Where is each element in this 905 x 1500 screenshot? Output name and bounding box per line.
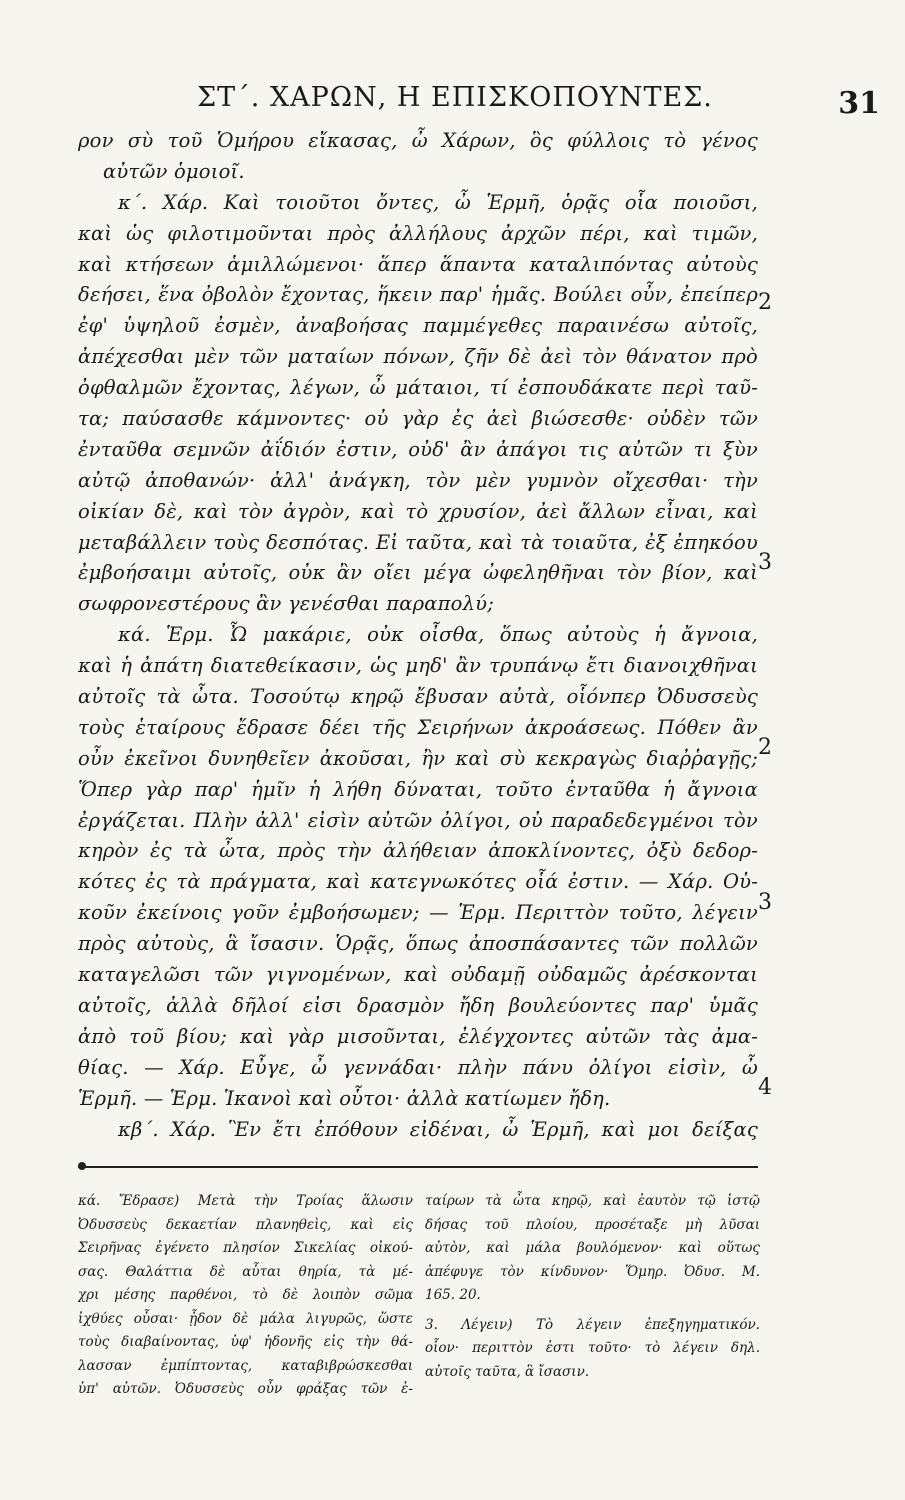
text-line: κηρὸν ἐς τὰ ὦτα, πρὸς τὴν ἀλήθειαν ἀποκλίνοντες, ὀξὺ δεδορ- <box>78 839 758 863</box>
text-line: θίας. — Χάρ. Εὖγε, ὦ γεννάδαι· πλὴν πάνυ ὀλίγοι εἰσὶν, ὦ <box>78 1055 758 1079</box>
running-title: ΣΤ΄. ΧΑΡΩΝ, Η ΕΠΙΣΚΟΠΟΥΝΤΕΣ. <box>197 82 713 113</box>
footnote-line: ἀπέφυγε τὸν κίνδυνον· Ὅμηρ. Ὀδυσ. Μ. <box>425 1263 760 1280</box>
running-head <box>60 78 880 121</box>
text-line: Ἑρμῆ. — Ἑρμ. Ἱκανοὶ καὶ οὗτοι· ἀλλὰ κατίωμεν ἤδη. <box>78 1086 611 1110</box>
text-line: οὖν ἐκεῖνοι δυνηθεῖεν ἀκοῦσαι, ἢν καὶ σὺ κεκραγὼς διαῤῥαγῇς; <box>78 746 758 770</box>
footnote-line: ταίρων τὰ ὦτα κηρῷ, καὶ ἑαυτὸν τῷ ἱστῷ <box>425 1193 760 1209</box>
footnote-line: ἰχθύες οὖσαι· ᾖδον δὲ μάλα λιγυρῶς, ὥστε <box>78 1310 413 1327</box>
text-line: ὀφθαλμῶν ἔχοντας, λέγων, ὦ μάταιοι, τί ἐσπουδάκατε περὶ ταῦ- <box>78 376 758 400</box>
footnote-line: Σειρῆνας ἐγένετο πλησίον Σικελίας οἰκού- <box>78 1240 413 1256</box>
footnote-line: 3. Λέγειν) Τὸ λέγειν ἐπεξηγηματικόν. <box>425 1316 760 1333</box>
margin-number: 3 <box>758 890 772 915</box>
text-line: τα; παύσασθε κάμνοντες· οὐ γὰρ ἐς ἀεὶ βιώσεσθε· οὐδὲν τῶν <box>78 407 758 431</box>
main-text <box>78 126 758 1145</box>
text-line: καὶ ἡ ἀπάτη διατεθείκασιν, ὡς μηδ' ἂν τρυπάνῳ ἔτι διανοιχθῆναι <box>78 654 758 678</box>
text-line: Ὅπερ γὰρ παρ' ἡμῖν ἡ λήθη δύναται, τοῦτο ἐνταῦθα ἡ ἄγνοια <box>78 777 758 801</box>
footnote-line: οἷον· περιττὸν ἐστι τοῦτο· τὸ λέγειν δηλ. <box>425 1340 760 1356</box>
footnote-column-left <box>78 1190 413 1402</box>
text-line: ἐμβοήσαιμι αὐτοῖς, οὐκ ἂν οἴει μέγα ὠφεληθῆναι τὸν βίον, καὶ <box>78 561 758 585</box>
page-number: 31 <box>838 86 880 121</box>
text-line: αὐτῷ ἀποθανών· ἀλλ' ἀνάγκη, τὸν μὲν γυμνὸν οἴχεσθαι· τὴν <box>78 468 758 492</box>
footnote-line: χρι μέσης παρθένοι, τὸ δὲ λοιπὸν σῶμα <box>78 1287 413 1303</box>
text-line: σωφρονεστέρους ἂν γενέσθαι παραπολύ; <box>78 592 495 616</box>
text-line: ἐνταῦθα σεμνῶν ἀΐδιόν ἐστιν, οὐδ' ἂν ἀπάγοι τις αὐτῶν τι ξὺν <box>78 437 758 461</box>
text-line: καὶ ὡς φιλοτιμοῦνται πρὸς ἀλλήλους ἀρχῶν πέρι, καὶ τιμῶν, <box>78 221 758 245</box>
text-line: αὐτῶν ὁμοιοῖ. <box>103 159 245 183</box>
text-line: ἐφ' ὑψηλοῦ ἐσμὲν, ἀναβοήσας παμμέγεθες παραινέσω αὐτοῖς, <box>78 314 758 338</box>
text-line: αὐτοῖς, ἀλλὰ δῆλοί εἰσι δρασμὸν ἤδη βουλεύοντες παρ' ὑμᾶς <box>78 993 758 1017</box>
footnote-line: τοὺς διαβαίνοντας, ὑφ' ἡδονῆς εἰς τὴν θά- <box>78 1334 413 1350</box>
footnote-line: κά. Ἔδρασε) Μετὰ τὴν Τροίας ἅλωσιν <box>78 1193 413 1209</box>
text-line: ρον σὺ τοῦ Ὁμήρου εἴκασας, ὦ Χάρων, ὃς φύλλοις τὸ γένος <box>78 129 758 152</box>
margin-number: 4 <box>758 1075 772 1100</box>
footnote-line: δήσας τοῦ πλοίου, προσέταξε μὴ λῦσαι <box>425 1216 760 1233</box>
footnote-line: Ὀδυσσεὺς δεκαετίαν πλανηθεὶς, καὶ εἰς <box>78 1216 413 1233</box>
footnote-column-right <box>425 1190 760 1384</box>
margin-number: 2 <box>758 735 772 760</box>
text-line: ἀπὸ τοῦ βίου; καὶ γὰρ μισοῦνται, ἐλέγχοντες αὐτῶν τὰς ἀμα- <box>78 1024 758 1048</box>
text-line: ἐργάζεται. Πλὴν ἀλλ' εἰσὶν αὐτῶν ὀλίγοι, οὐ παραδεδεγμένοι τὸν <box>78 808 758 832</box>
footnote-line: αὐτοῖς ταῦτα, ἃ ἴσασιν. <box>425 1363 590 1380</box>
footnote-line: αὐτὸν, καὶ μάλα βουλόμενον· καὶ οὕτως <box>425 1240 760 1256</box>
footnote-line: λασσαν ἐμπίπτοντας, καταβιβρώσκεσθαι <box>78 1357 413 1374</box>
text-line: ἀπέχεσθαι μὲν τῶν ματαίων πόνων, ζῆν δὲ ἀεὶ τὸν θάνατον πρὸ <box>78 345 758 369</box>
text-line: αὐτοῖς τὰ ὦτα. Τοσούτῳ κηρῷ ἔβυσαν αὐτὰ, οἷόνπερ Ὀδυσσεὺς <box>78 685 758 709</box>
footnotes <box>78 1190 768 1420</box>
footnote-line: ὑπ' αὐτῶν. Ὀδυσσεὺς οὖν φράξας τῶν ἑ- <box>78 1381 413 1397</box>
text-line: δεήσει, ἕνα ὀβολὸν ἔχοντας, ἥκειν παρ' ἡμᾶς. Βούλει οὖν, ἐπείπερ <box>78 283 758 307</box>
text-line: καταγελῶσι τῶν γιγνομένων, καὶ οὐδαμῇ οὐδαμῶς ἀρέσκονται <box>78 963 758 987</box>
text-line: οἰκίαν δὲ, καὶ τὸν ἀγρὸν, καὶ τὸ χρυσίον, ἀεὶ ἄλλων εἶναι, καὶ <box>78 499 758 523</box>
text-line: κοῦν ἐκείνοις γοῦν ἐμβοήσωμεν; — Ἑρμ. Περιττὸν τοῦτο, λέγειν <box>78 901 758 925</box>
text-line: καὶ κτήσεων ἁμιλλώμενοι· ἅπερ ἅπαντα καταλιπόντας αὐτοὺς <box>78 252 758 276</box>
text-line: κότες ἐς τὰ πράγματα, καὶ κατεγνωκότες οἷά ἐστιν. — Χάρ. Οὐ- <box>78 870 758 894</box>
text-line: κ΄. Χάρ. Καὶ τοιοῦτοι ὄντες, ὦ Ἑρμῆ, ὁρᾷς οἷα ποιοῦσι, <box>118 190 758 214</box>
text-line: κά. Ἑρμ. Ὦ μακάριε, οὐκ οἶσθα, ὅπως αὐτοὺς ἡ ἄγνοια, <box>118 623 758 647</box>
footnote-line: 165. 20. <box>425 1287 481 1303</box>
text-line: μεταβάλλειν τοὺς δεσπότας. Εἰ ταῦτα, καὶ τὰ τοιαῦτα, ἐξ ἐπηκόου <box>78 530 758 554</box>
margin-number: 3 <box>758 550 772 575</box>
footnote-line: σας. Θαλάττια δὲ αὗται θηρία, τὰ μέ- <box>78 1263 413 1280</box>
footnote-rule <box>78 1166 758 1168</box>
text-line: πρὸς αὐτοὺς, ἃ ἴσασιν. Ὁρᾷς, ὅπως ἀποσπάσαντες τῶν πολλῶν <box>78 932 758 956</box>
text-line: τοὺς ἑταίρους ἔδρασε δέει τῆς Σειρήνων ἀκροάσεως. Πόθεν ἂν <box>78 715 758 739</box>
margin-number: 2 <box>758 290 772 315</box>
text-line: κβ΄. Χάρ. Ἓν ἔτι ἐπόθουν εἰδέναι, ὦ Ἑρμῆ, καὶ μοι δείξας <box>118 1117 758 1141</box>
